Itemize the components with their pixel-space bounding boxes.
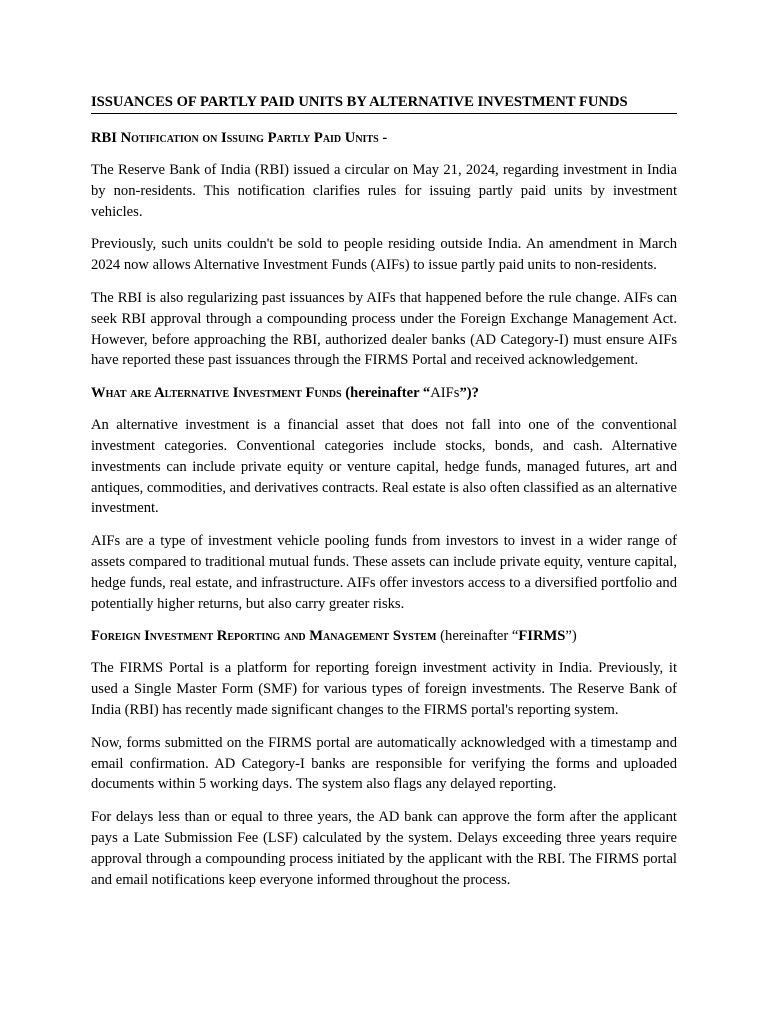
paragraph: AIFs are a type of investment vehicle pooling funds from investors to invest in a wider range of assets compared to traditional mutual funds. These assets can include private equity, venture capital, hedge funds, real estate, and infrastructure. AIFs offer investors access to a diversified portfolio and potentially higher returns, but also carry greater risks. bbox=[91, 533, 677, 612]
section-heading-pre: (hereinafter “ bbox=[436, 628, 519, 645]
document-title: ISSUANCES OF PARTLY PAID UNITS BY ALTERNATIVE INVESTMENT FUNDS bbox=[91, 92, 677, 114]
paragraph: The FIRMS Portal is a platform for reporting foreign investment activity in India. Previously, it used a Single Master Form (SMF) for various types of foreign investments. The Reserve Bank of India (RBI) has recently made significant changes to the FIRMS portal's reporting system. bbox=[91, 660, 677, 718]
section-heading-main: Foreign Investment Reporting and Management System bbox=[91, 628, 437, 645]
section-heading-what-are-aifs bbox=[91, 383, 677, 403]
section-heading-rbi-notification bbox=[91, 128, 677, 148]
document-page bbox=[91, 92, 677, 902]
paragraph: Previously, such units couldn't be sold to people residing outside India. An amendment in March 2024 now allows Alternative Investment Funds (AIFs) to issue partly paid units to non-residents. bbox=[91, 236, 677, 274]
section-heading-main: What are Alternative Investment Funds bbox=[91, 385, 342, 402]
section-heading-firms bbox=[91, 626, 677, 646]
paragraph: The RBI is also regularizing past issuances by AIFs that happened before the rule change. AIFs can seek RBI approval through a compounding process under the Foreign Exchange Management Act. However, before approaching the RBI, authorized dealer banks (AD Category-I) must ensure AIFs have reported these past issuances through the FIRMS Portal and received acknowledgement. bbox=[91, 289, 677, 369]
section-heading-term: FIRMS bbox=[518, 628, 566, 645]
section-heading-pre: (hereinafter “ bbox=[341, 385, 431, 402]
paragraph: Now, forms submitted on the FIRMS portal are automatically acknowledged with a timestamp and email confirmation. AD Category-I banks are responsible for verifying the forms and uploaded documents within 5 working days. The system also flags any delayed reporting. bbox=[91, 734, 677, 793]
paragraph: The Reserve Bank of India (RBI) issued a circular on May 21, 2024, regarding investment in India by non-residents. This notification clarifies rules for issuing partly paid units by investment vehicles. bbox=[91, 162, 677, 220]
section-heading-main: RBI Notification on Issuing Partly Paid Units - bbox=[91, 130, 388, 146]
paragraph: An alternative investment is a financial asset that does not fall into one of the conventional investment categories. Conventional categories include stocks, bonds, and cash. Alternative investments can include private equity or venture capital, hedge funds, managed futures, art and antiques, commodities, and derivatives contracts. Real estate is also often classified as an alternative investment. bbox=[91, 417, 677, 517]
section-heading-term: AIFs bbox=[430, 385, 460, 402]
section-heading-post: ”)? bbox=[459, 385, 479, 402]
section-heading-post: ”) bbox=[565, 628, 577, 645]
paragraph: For delays less than or equal to three years, the AD bank can approve the form after the applicant pays a Late Submission Fee (LSF) calculated by the system. Delays exceeding three years require approval through a compounding process initiated by the applicant with the RBI. The FIRMS portal and email notifications keep everyone informed throughout the process. bbox=[91, 809, 677, 888]
